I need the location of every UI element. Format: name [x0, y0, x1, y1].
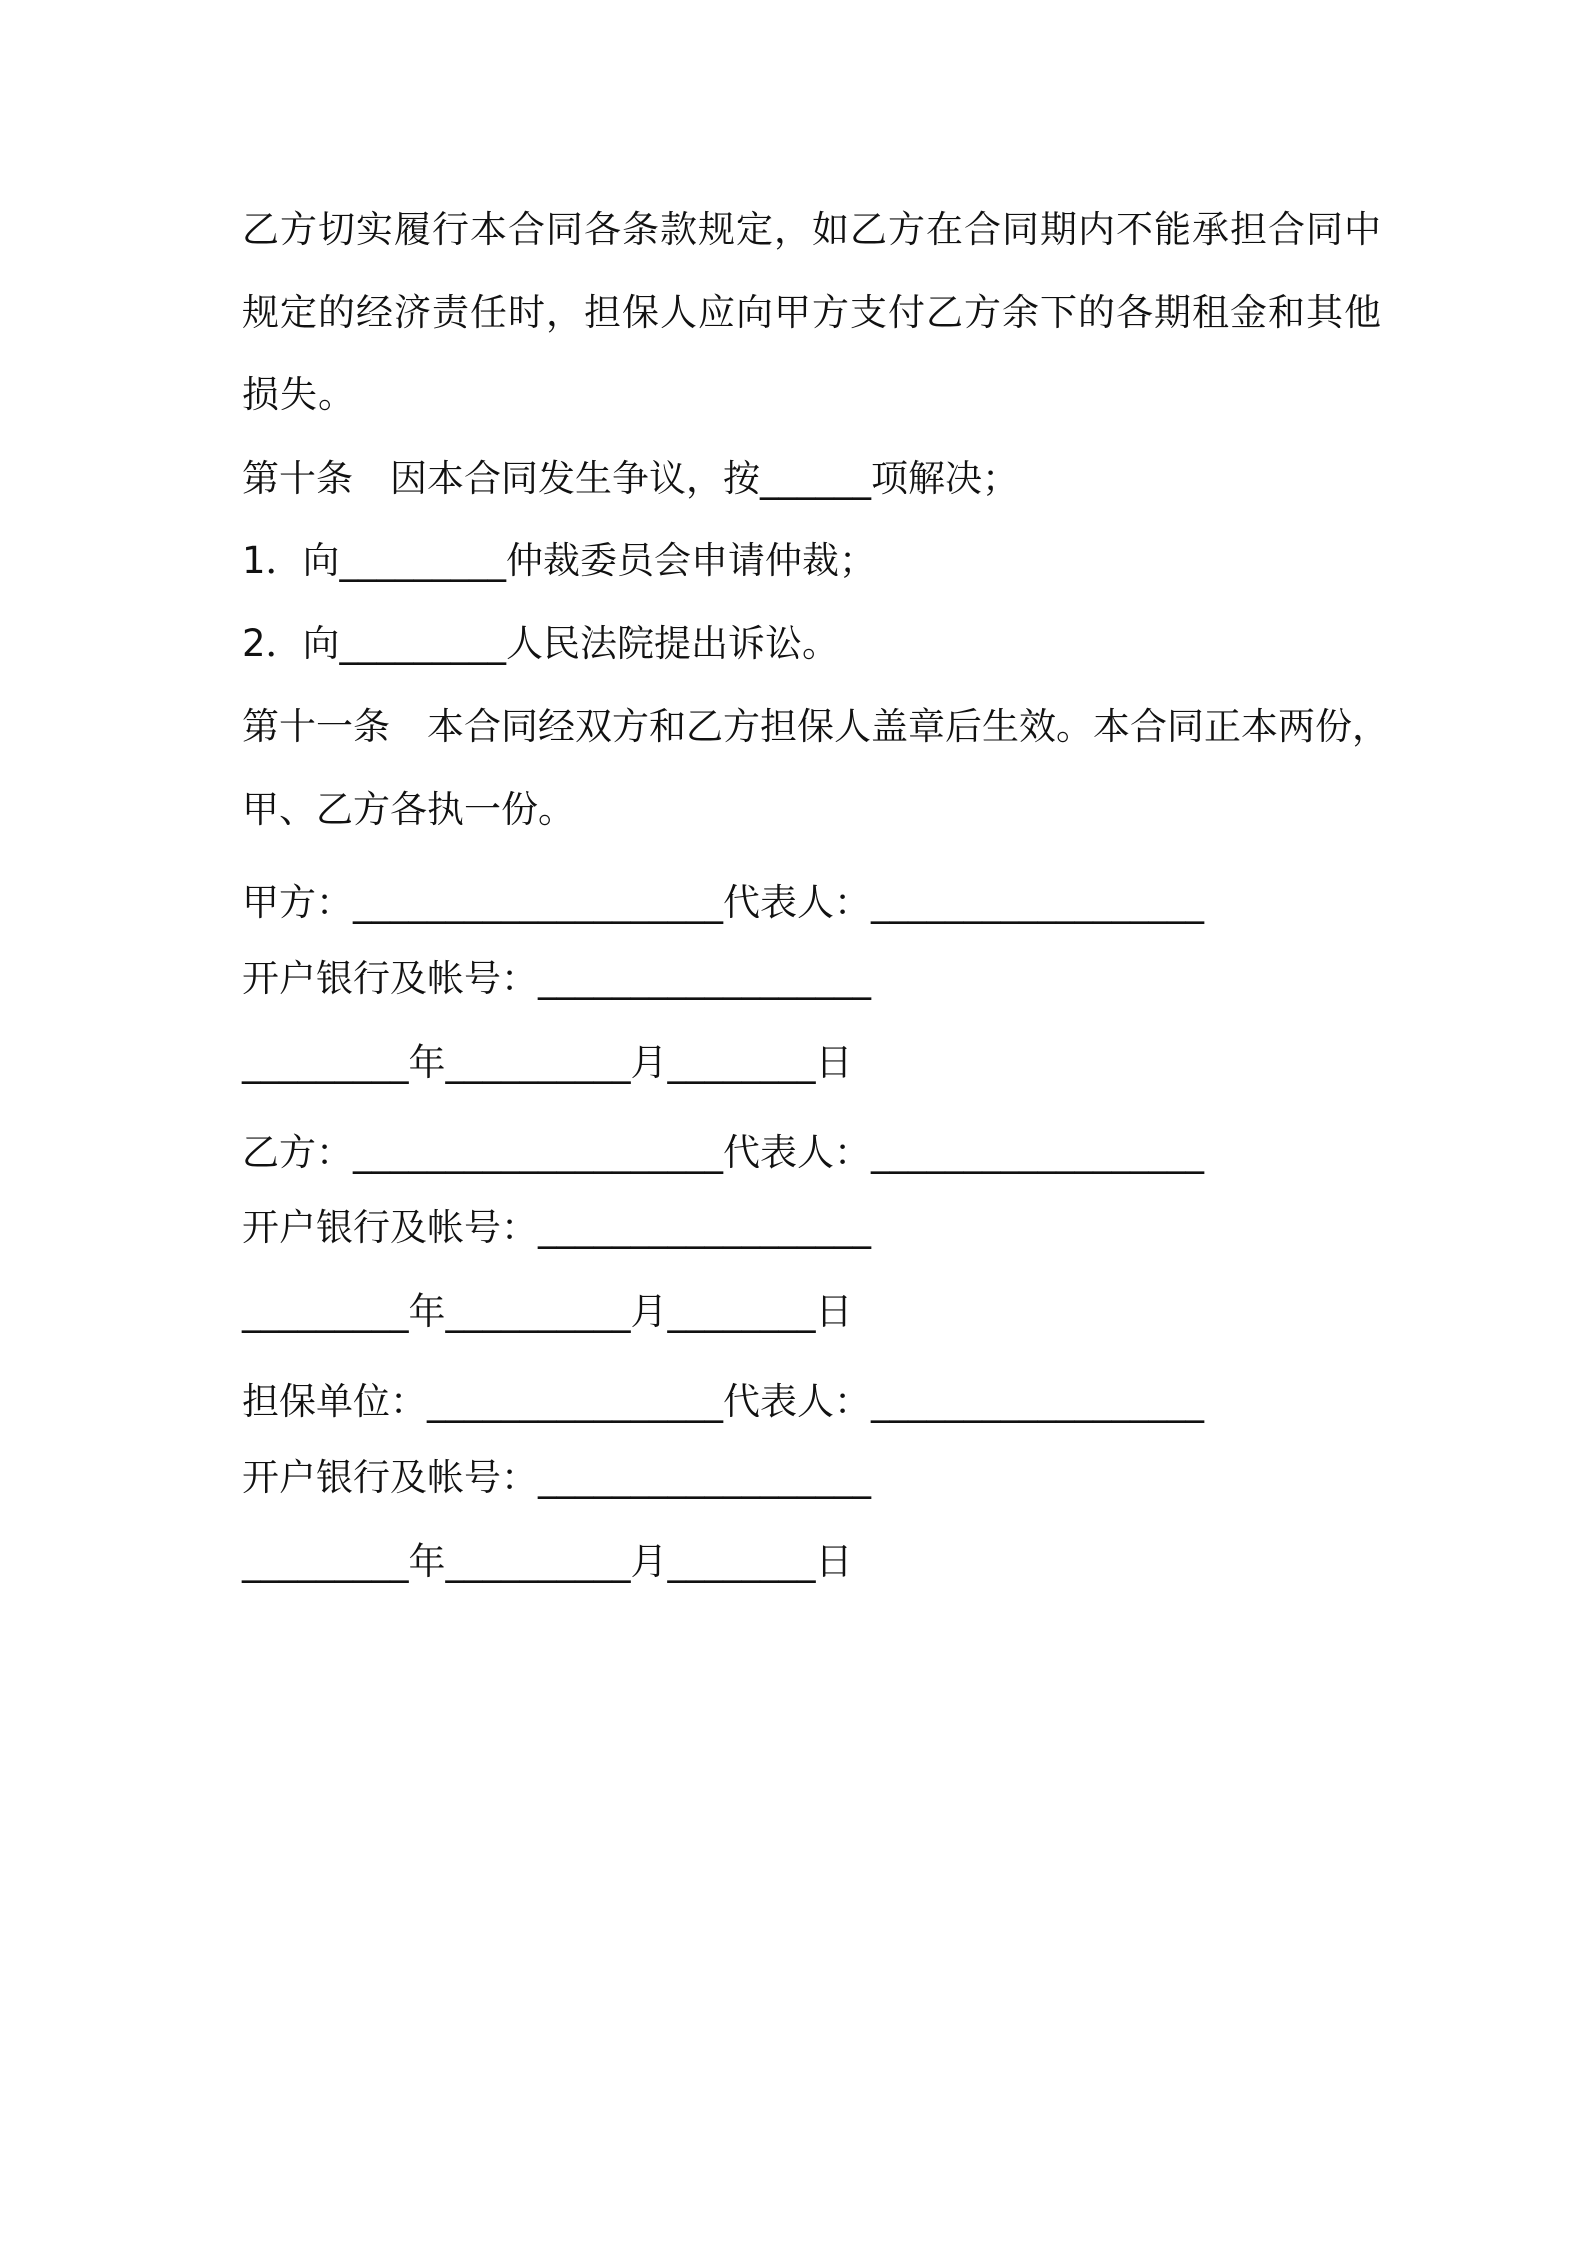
party-a-name-line: 甲方：____________________代表人：__________________ [242, 881, 1204, 924]
party-b-date-line: _________年__________月________日 [242, 1290, 853, 1333]
clause10-option-1: 1．向_________仲裁委员会申请仲裁； [242, 539, 877, 582]
party-a-date-line: _________年__________月________日 [242, 1041, 853, 1084]
clause10-heading: 第十条 因本合同发生争议，按______项解决； [242, 457, 1019, 500]
guarantor-bank-line: 开户银行及帐号：__________________ [242, 1456, 871, 1499]
guarantor-name-line: 担保单位：________________代表人：__________________ [242, 1380, 1204, 1423]
clause9-line-2: 规定的经济责任时，担保人应向甲方支付乙方余下的各期租金和其他 [242, 291, 1382, 334]
party-b-bank-line: 开户银行及帐号：__________________ [242, 1206, 871, 1249]
guarantor-date-line: _________年__________月________日 [242, 1540, 853, 1583]
clause10-option-2: 2．向_________人民法院提出诉讼。 [242, 622, 840, 665]
clause11-line-1: 第十一条 本合同经双方和乙方担保人盖章后生效。本合同正本两份， [242, 705, 1389, 748]
clause9-line-1: 乙方切实履行本合同各条款规定，如乙方在合同期内不能承担合同中 [242, 208, 1382, 251]
party-a-bank-line: 开户银行及帐号：__________________ [242, 957, 871, 1000]
party-b-name-line: 乙方：____________________代表人：__________________ [242, 1131, 1204, 1174]
clause9-line-3: 损失。 [242, 373, 356, 416]
clause11-line-2: 甲、乙方各执一份。 [242, 788, 575, 831]
